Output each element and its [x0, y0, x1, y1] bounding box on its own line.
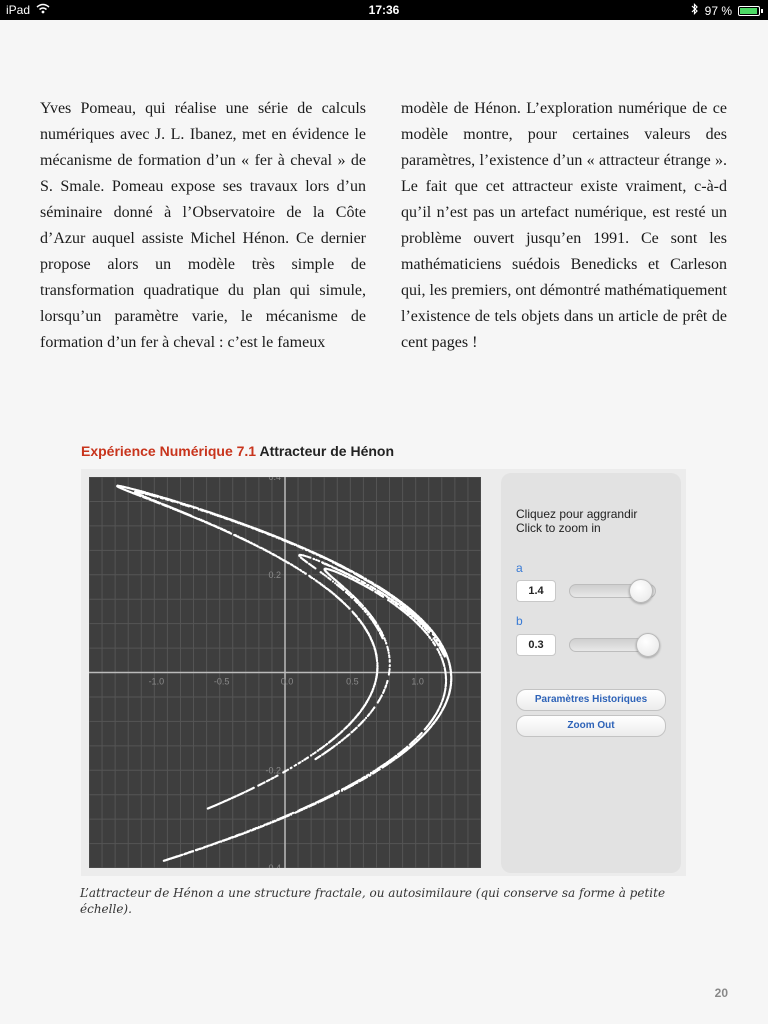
y-tick-label: 0.2: [268, 569, 281, 580]
zoom-out-button[interactable]: Zoom Out: [516, 715, 666, 737]
battery-fill: [740, 8, 757, 14]
x-tick-label: 0.0: [280, 676, 294, 687]
battery-percent: 97 %: [704, 3, 732, 18]
zoom-hint: [516, 507, 637, 535]
y-tick-label: 0.4: [268, 477, 281, 482]
param-b-slider[interactable]: [569, 638, 656, 652]
param-a-value[interactable]: 1.4: [516, 580, 556, 602]
figure-caption: L’attracteur de Hénon a une structure fractale, ou autosimilaure (qui conserve sa forme à petite échelle).: [80, 886, 666, 916]
y-tick-label: -0.4: [265, 863, 281, 868]
y-tick-label: -0.2: [265, 765, 281, 776]
param-b-slider-knob[interactable]: [636, 633, 660, 657]
henon-widget: [81, 469, 686, 876]
zoom-hint-fr: Cliquez pour aggrandir: [516, 507, 638, 521]
x-tick-label: 0.5: [346, 676, 359, 687]
x-tick-label: -0.5: [213, 676, 230, 687]
text-column-right: modèle de Hénon. L’exploration numérique de ce modèle montre, pour certaines valeurs des paramètres, l’existence d’un « attracteur étrange ». Le fait que cet attracteur existe vraiment, c-à-d qu’il n’est pas un artefact numérique, est resté un problème ouvert jusqu’en 1991. Ce sont les mathématiciens suédois Benedicks et Carleson qui, les premiers, ont démontré mathématiquement l’existence de tels objets dans un article de prêt de cent pages !: [401, 100, 727, 351]
status-bar: [0, 0, 768, 20]
figure-title: [81, 443, 394, 459]
x-tick-label: -1.0: [148, 676, 165, 687]
historic-params-button[interactable]: Paramètres Historiques: [516, 689, 666, 711]
status-time: 17:36: [368, 3, 400, 17]
page-number: 20: [714, 986, 728, 1000]
status-right: [691, 3, 760, 18]
figure-label: Expérience Numérique 7.1: [81, 443, 257, 459]
text-column-left: Yves Pomeau, qui réalise une série de calculs numériques avec J. L. Ibanez, met en évidence le mécanisme de formation d’un « fer à cheval » de S. Smale. Pomeau expose ses travaux lors d’un séminaire donné à l’Observatoire de la Côte d’Azur auquel assiste Michel Hénon. Ce dernier propose alors un modèle très simple de transformation quadratique du plan qui simule, lorsqu’un paramètre varie, le mécanisme de formation d’un fer à cheval : c’est le fameux: [40, 100, 366, 351]
param-b-label: b: [516, 614, 523, 628]
x-tick-label: 1.0: [411, 676, 424, 687]
param-a-slider[interactable]: [569, 584, 656, 598]
henon-plot[interactable]: [89, 477, 481, 868]
param-b-value[interactable]: 0.3: [516, 634, 556, 656]
battery-icon: [738, 6, 760, 16]
param-a-label: a: [516, 561, 523, 575]
param-a-slider-knob[interactable]: [629, 579, 653, 603]
control-panel: [501, 473, 681, 873]
henon-plot-svg: [89, 477, 481, 868]
figure-name: Attracteur de Hénon: [259, 443, 395, 459]
zoom-hint-en: Click to zoom in: [516, 521, 601, 535]
bluetooth-icon: [691, 3, 699, 18]
device-name: iPad: [6, 3, 31, 17]
